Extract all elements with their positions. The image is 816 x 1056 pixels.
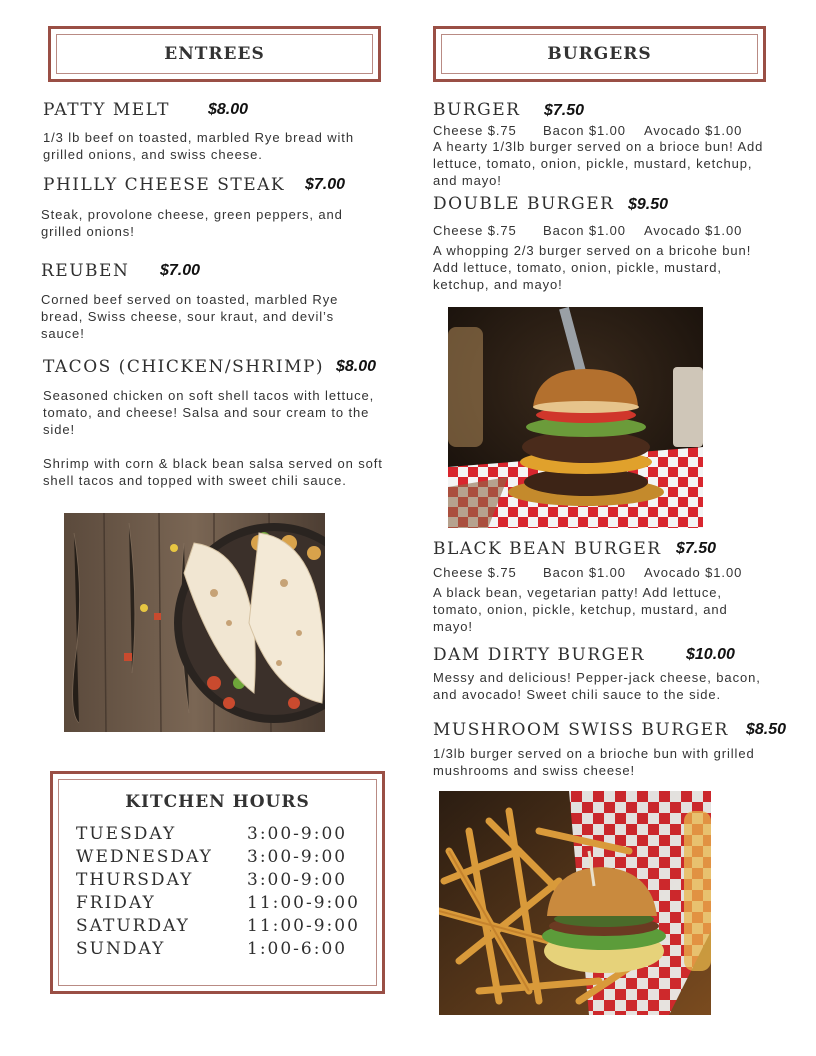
item-desc-double-burger: A whopping 2/3 burger served on a bricohe bun! Add lettuce, tomato, onion, pickle, mustard, ketchup, and mayo! <box>433 243 752 292</box>
item-price-double-burger: $9.50 <box>628 196 669 213</box>
item-price-philly-cheese-steak: $7.00 <box>305 176 346 193</box>
hours-time: 3:00-9:00 <box>247 847 348 867</box>
item-desc-tacos-shrimp: Shrimp with corn & black bean salsa served on soft shell tacos and topped with sweet chili sauce. <box>43 456 383 488</box>
item-desc-philly-cheese-steak: Steak, provolone cheese, green peppers, and grilled onions! <box>41 207 343 239</box>
item-name-burger: BURGER <box>433 100 521 120</box>
addon-cheese: Cheese $.75 <box>433 123 517 138</box>
burger-fries-photo <box>439 791 711 1015</box>
item-price-patty-melt: $8.00 <box>208 101 249 118</box>
entrees-header-title: ENTREES <box>164 44 265 64</box>
hours-day: THURSDAY <box>76 870 194 890</box>
hours-day: SUNDAY <box>76 939 166 959</box>
hours-day: TUESDAY <box>76 824 177 844</box>
item-desc-mushroom-swiss-burger: 1/3lb burger served on a brioche bun with grilled mushrooms and swiss cheese! <box>433 746 755 778</box>
item-name-dam-dirty-burger: DAM DIRTY BURGER <box>433 645 645 665</box>
hours-day: FRIDAY <box>76 893 156 913</box>
item-desc-tacos-chicken: Seasoned chicken on soft shell tacos with lettuce, tomato, and cheese! Salsa and sour cream to the side! <box>43 388 375 437</box>
addon-bacon: Bacon $1.00 <box>543 223 626 238</box>
item-price-dam-dirty-burger: $10.00 <box>686 646 735 663</box>
item-name-philly-cheese-steak: PHILLY CHEESE STEAK <box>43 175 286 195</box>
tacos-photo <box>64 513 325 732</box>
item-name-reuben: REUBEN <box>41 261 130 281</box>
addon-avocado: Avocado $1.00 <box>644 123 743 138</box>
item-desc-patty-melt: 1/3 lb beef on toasted, marbled Rye bread with grilled onions, and swiss cheese. <box>43 130 354 162</box>
item-desc-dam-dirty-burger: Messy and delicious! Pepper-jack cheese, bacon, and avocado! Sweet chili sauce to the side. <box>433 670 761 702</box>
hours-time: 3:00-9:00 <box>247 870 348 890</box>
item-name-black-bean-burger: BLACK BEAN BURGER <box>433 539 662 559</box>
item-price-mushroom-swiss-burger: $8.50 <box>746 721 787 738</box>
item-price-burger: $7.50 <box>544 102 585 119</box>
item-name-mushroom-swiss-burger: MUSHROOM SWISS BURGER <box>433 720 729 740</box>
item-price-reuben: $7.00 <box>160 262 201 279</box>
item-name-double-burger: DOUBLE BURGER <box>433 194 615 214</box>
addon-cheese: Cheese $.75 <box>433 223 517 238</box>
item-name-patty-melt: PATTY MELT <box>43 100 170 120</box>
item-desc-burger: A hearty 1/3lb burger served on a brioce bun! Add lettuce, tomato, onion, pickle, mustard, ketchup, and mayo! <box>433 139 764 188</box>
addon-bacon: Bacon $1.00 <box>543 123 626 138</box>
hours-time: 3:00-9:00 <box>247 824 348 844</box>
hours-day: SATURDAY <box>76 916 190 936</box>
addon-avocado: Avocado $1.00 <box>644 565 743 580</box>
item-name-tacos: TACOS (CHICKEN/SHRIMP) <box>43 357 325 377</box>
item-price-black-bean-burger: $7.50 <box>676 540 717 557</box>
hours-time: 11:00-9:00 <box>247 916 360 936</box>
burgers-header-box <box>433 26 766 82</box>
burgers-header-title: BURGERS <box>547 44 652 64</box>
item-desc-black-bean-burger: A black bean, vegetarian patty! Add lettuce, tomato, onion, pickle, ketchup, mustard, and mayo! <box>433 585 728 634</box>
hours-day: WEDNESDAY <box>76 847 213 867</box>
addon-avocado: Avocado $1.00 <box>644 223 743 238</box>
item-desc-reuben: Corned beef served on toasted, marbled Rye bread, Swiss cheese, sour kraut, and devil’s sauce! <box>41 292 339 341</box>
double-burger-photo <box>448 307 703 528</box>
addon-cheese: Cheese $.75 <box>433 565 517 580</box>
item-price-tacos: $8.00 <box>336 358 377 375</box>
kitchen-hours-title: KITCHEN HOURS <box>125 792 310 812</box>
hours-time: 1:00-6:00 <box>247 939 348 959</box>
hours-time: 11:00-9:00 <box>247 893 360 913</box>
addon-bacon: Bacon $1.00 <box>543 565 626 580</box>
entrees-header-box <box>48 26 381 82</box>
